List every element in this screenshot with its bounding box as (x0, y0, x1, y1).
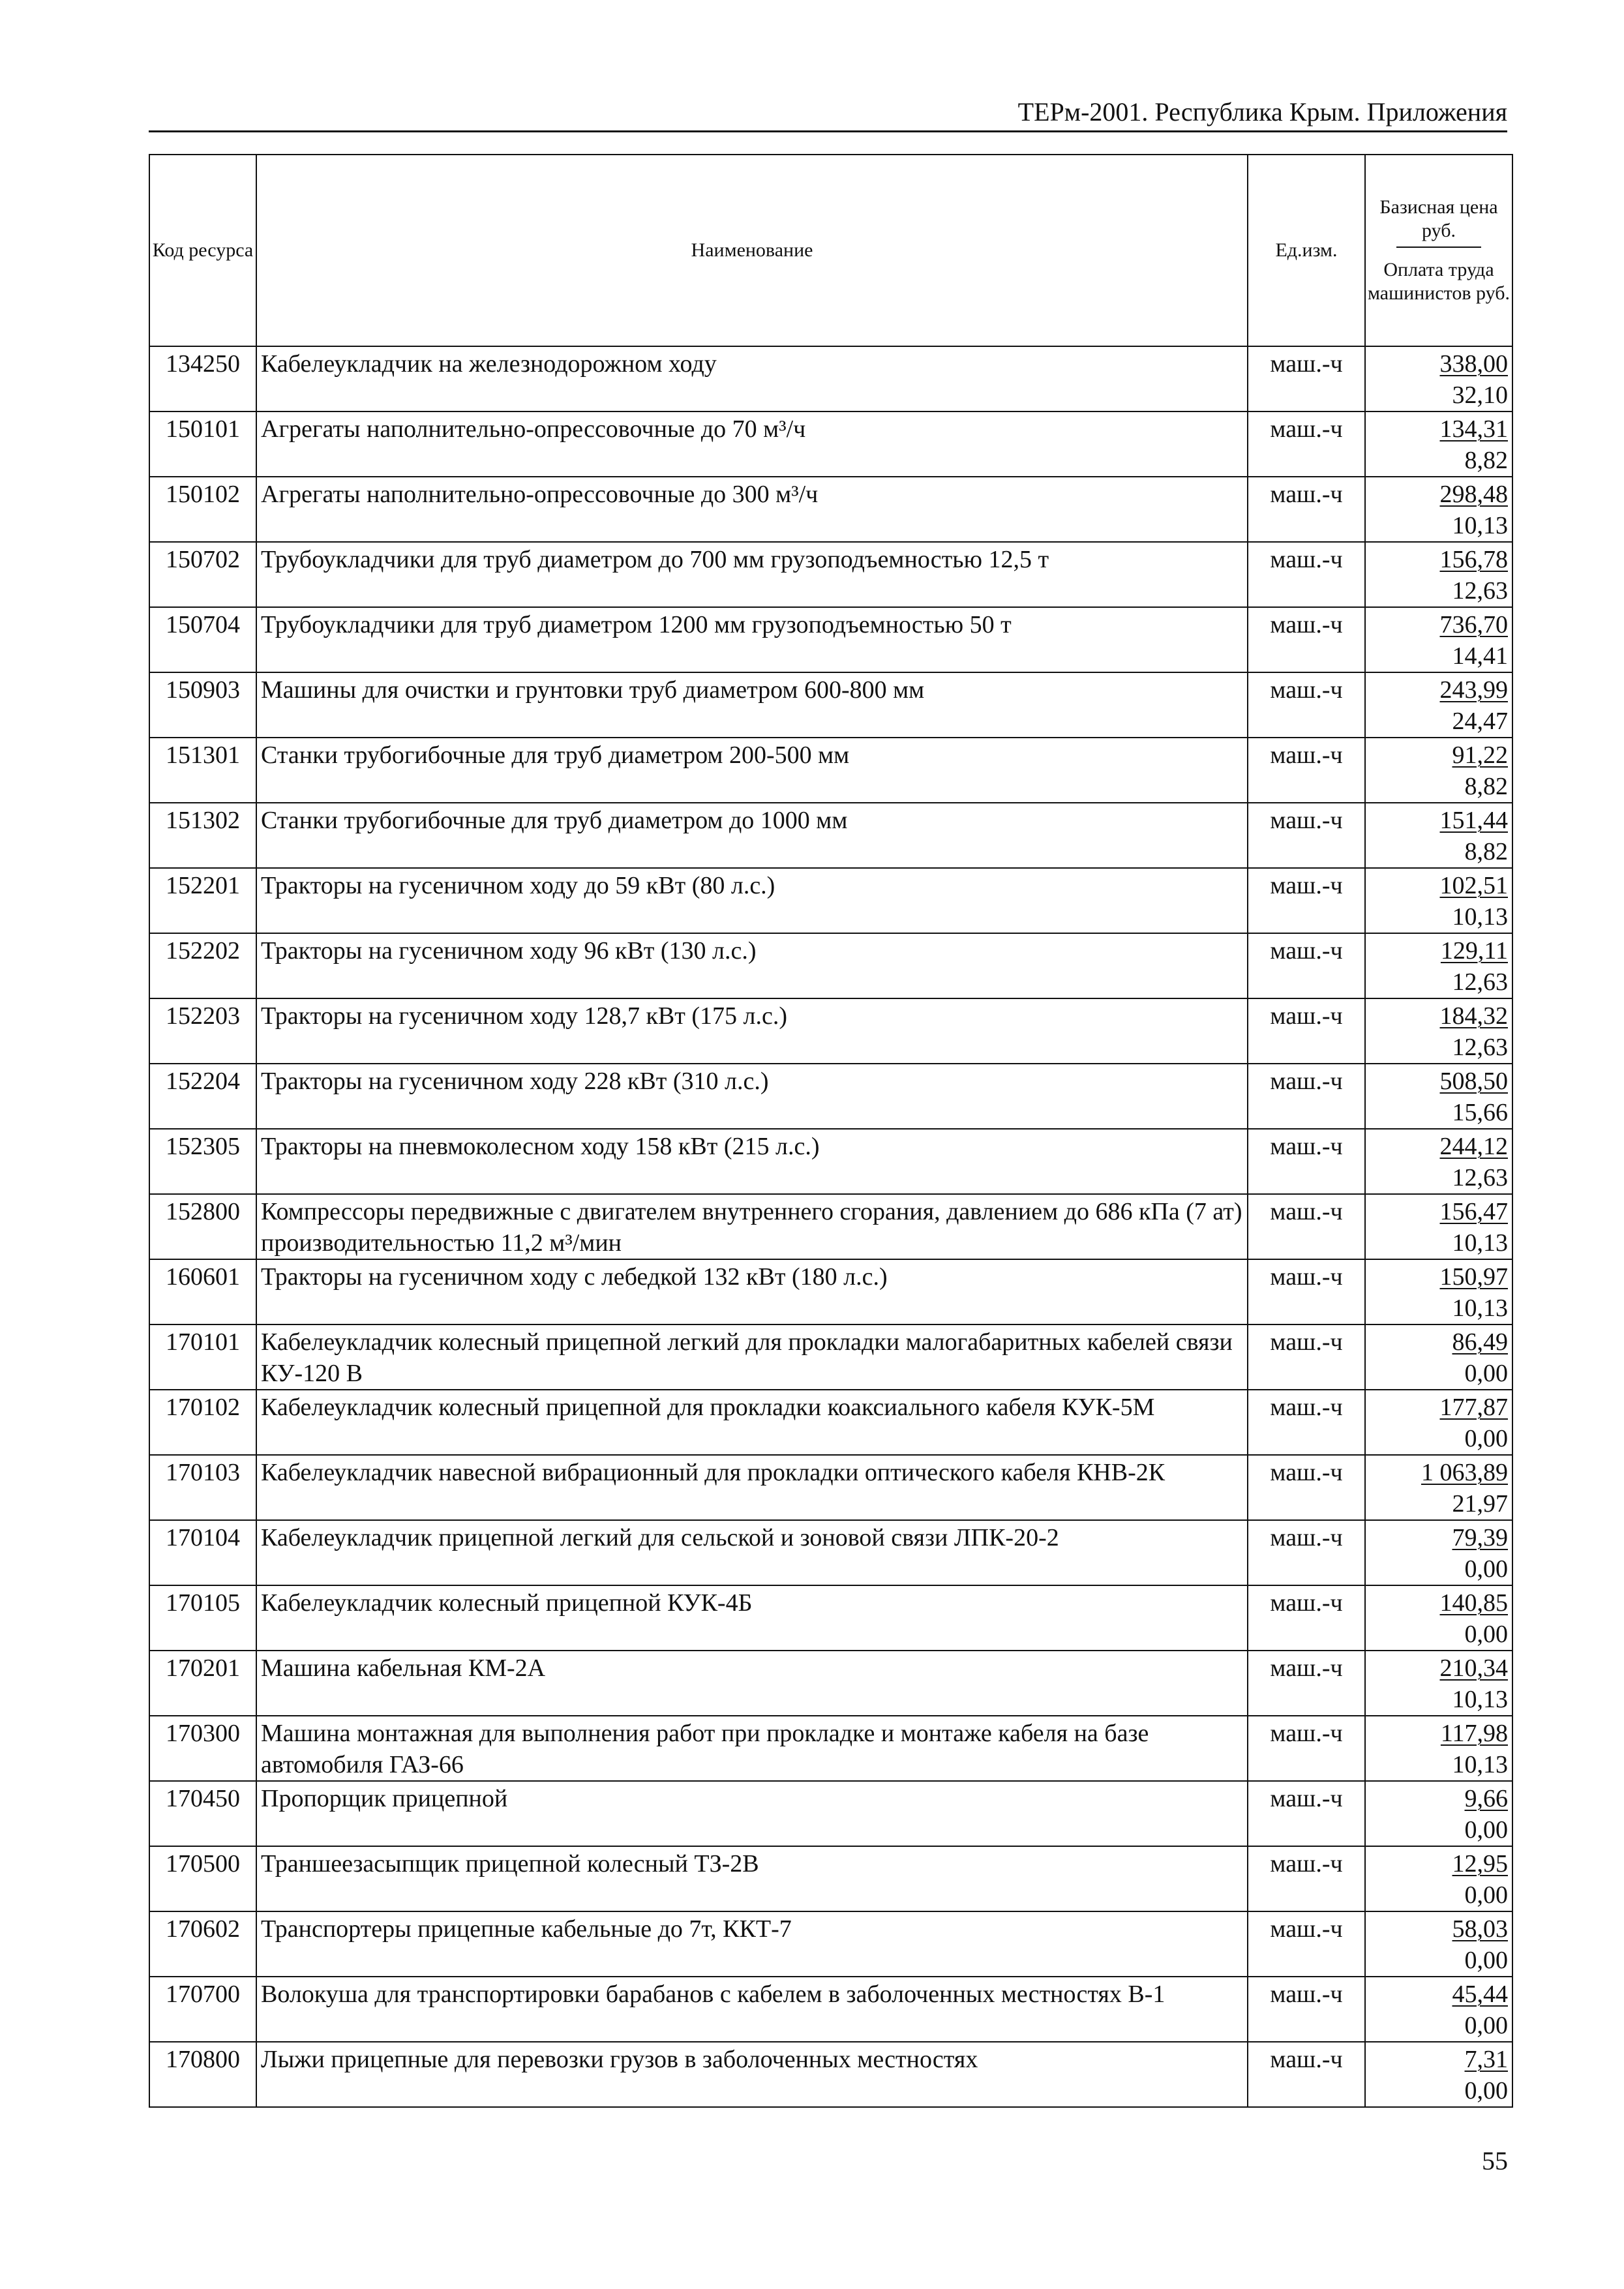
resource-unit: маш.-ч (1248, 1651, 1365, 1716)
base-price: 244,12 (1439, 1133, 1508, 1160)
operator-labor-cost: 0,00 (1464, 2012, 1508, 2039)
base-price: 736,70 (1439, 611, 1508, 638)
resource-name: Тракторы на гусеничном ходу 228 кВт (310 л.с.) (256, 1064, 1248, 1129)
operator-labor-cost: 8,82 (1464, 838, 1508, 865)
operator-labor-cost: 15,66 (1452, 1099, 1508, 1126)
resource-price-cell (1365, 1781, 1512, 1846)
operator-labor-cost: 14,41 (1452, 642, 1508, 670)
table-row (149, 868, 1512, 933)
resource-name: Лыжи прицепные для перевозки грузов в заболоченных местностях (256, 2042, 1248, 2107)
resource-unit: маш.-ч (1248, 1781, 1365, 1846)
base-price: 9,66 (1464, 1785, 1508, 1812)
resource-code: 170105 (149, 1585, 256, 1651)
resource-price-cell (1365, 933, 1512, 998)
resource-code: 170102 (149, 1390, 256, 1455)
resource-unit: маш.-ч (1248, 1977, 1365, 2042)
resource-code: 152305 (149, 1129, 256, 1194)
table-row (149, 1129, 1512, 1194)
base-price: 102,51 (1439, 872, 1508, 899)
table-row (149, 738, 1512, 803)
resource-name: Волокуша для транспортировки барабанов с кабелем в заболоченных местностях В-1 (256, 1977, 1248, 2042)
resource-unit: маш.-ч (1248, 738, 1365, 803)
base-price: 117,98 (1440, 1720, 1508, 1747)
resource-unit: маш.-ч (1248, 1194, 1365, 1259)
resource-unit: маш.-ч (1248, 1390, 1365, 1455)
resource-name: Трубоукладчики для труб диаметром 1200 мм грузоподъемностью 50 т (256, 607, 1248, 672)
resource-code: 170103 (149, 1455, 256, 1520)
resource-code: 150903 (149, 672, 256, 738)
table-row (149, 346, 1512, 411)
resource-name: Тракторы на гусеничном ходу 96 кВт (130 л.с.) (256, 933, 1248, 998)
base-price: 140,85 (1439, 1589, 1508, 1617)
header-code: Код ресурса (149, 155, 256, 346)
resource-unit: маш.-ч (1248, 1520, 1365, 1585)
table-row (149, 1324, 1512, 1390)
resource-name: Тракторы на гусеничном ходу с лебедкой 132 кВт (180 л.с.) (256, 1259, 1248, 1324)
table-row (149, 1781, 1512, 1846)
resource-code: 152202 (149, 933, 256, 998)
operator-labor-cost: 21,97 (1452, 1490, 1508, 1518)
operator-labor-cost: 12,63 (1452, 1164, 1508, 1191)
resource-code: 150102 (149, 477, 256, 542)
header-unit: Ед.изм. (1248, 155, 1365, 346)
resource-code: 170700 (149, 1977, 256, 2042)
resource-name: Машина монтажная для выполнения работ при прокладке и монтаже кабеля на базе автомобиля ГАЗ-66 (256, 1716, 1248, 1781)
table-row (149, 933, 1512, 998)
resource-code: 152201 (149, 868, 256, 933)
table-row (149, 1716, 1512, 1781)
table-row (149, 1585, 1512, 1651)
table-row (149, 1651, 1512, 1716)
operator-labor-cost: 10,13 (1452, 1229, 1508, 1257)
resource-name: Машины для очистки и грунтовки труб диаметром 600-800 мм (256, 672, 1248, 738)
header-price (1365, 155, 1512, 346)
base-price: 91,22 (1452, 741, 1508, 769)
base-price: 12,95 (1452, 1850, 1508, 1878)
table-row (149, 477, 1512, 542)
resource-name: Траншеезасыпщик прицепной колесный ТЗ-2В (256, 1846, 1248, 1911)
resource-price-cell (1365, 998, 1512, 1064)
base-price: 45,44 (1452, 1981, 1508, 2008)
resource-name: Компрессоры передвижные с двигателем внутреннего сгорания, давлением до 686 кПа (7 ат) производительностью 11,2 м³/мин (256, 1194, 1248, 1259)
page-header (149, 97, 1507, 132)
header-price-base: Базисная цена руб. (1379, 196, 1498, 241)
table-row (149, 1846, 1512, 1911)
resource-unit: маш.-ч (1248, 1129, 1365, 1194)
resource-price-cell (1365, 1846, 1512, 1911)
resource-name: Кабелеукладчик колесный прицепной легкий для прокладки малогабаритных кабелей связи КУ-120 В (256, 1324, 1248, 1390)
resource-unit: маш.-ч (1248, 1324, 1365, 1390)
operator-labor-cost: 10,13 (1452, 1751, 1508, 1778)
base-price: 210,34 (1439, 1654, 1508, 1682)
resource-unit: маш.-ч (1248, 2042, 1365, 2107)
resource-code: 160601 (149, 1259, 256, 1324)
operator-labor-cost: 0,00 (1464, 1360, 1508, 1387)
base-price: 86,49 (1452, 1328, 1508, 1356)
resource-price-cell (1365, 542, 1512, 607)
base-price: 58,03 (1452, 1915, 1508, 1943)
resource-code: 170450 (149, 1781, 256, 1846)
resource-price-cell (1365, 1455, 1512, 1520)
table-row (149, 411, 1512, 477)
resource-price-cell (1365, 1064, 1512, 1129)
resource-unit: маш.-ч (1248, 998, 1365, 1064)
resource-name: Агрегаты наполнительно-опрессовочные до 70 м³/ч (256, 411, 1248, 477)
base-price: 151,44 (1439, 807, 1508, 834)
table-row (149, 803, 1512, 868)
table-row (149, 1520, 1512, 1585)
page-header-title: ТЕРм-2001. Республика Крым. Приложения (1017, 97, 1507, 127)
resource-name: Трубоукладчики для труб диаметром до 700 мм грузоподъемностью 12,5 т (256, 542, 1248, 607)
base-price: 184,32 (1439, 1002, 1508, 1030)
operator-labor-cost: 10,13 (1452, 512, 1508, 539)
header-price-divider (1396, 247, 1481, 248)
resource-price-cell (1365, 1129, 1512, 1194)
operator-labor-cost: 12,63 (1452, 968, 1508, 996)
operator-labor-cost: 24,47 (1452, 708, 1508, 735)
operator-labor-cost: 0,00 (1464, 1555, 1508, 1583)
resource-code: 150702 (149, 542, 256, 607)
operator-labor-cost: 0,00 (1464, 1425, 1508, 1452)
resource-price-cell (1365, 803, 1512, 868)
base-price: 177,87 (1439, 1394, 1508, 1421)
table-row (149, 1977, 1512, 2042)
table-row (149, 1390, 1512, 1455)
resource-unit: маш.-ч (1248, 1259, 1365, 1324)
resource-code: 170104 (149, 1520, 256, 1585)
resource-name: Станки трубогибочные для труб диаметром 200-500 мм (256, 738, 1248, 803)
table-row (149, 672, 1512, 738)
table-row (149, 607, 1512, 672)
resource-price-cell (1365, 1324, 1512, 1390)
resource-price-cell (1365, 1585, 1512, 1651)
operator-labor-cost: 12,63 (1452, 577, 1508, 605)
resource-code: 151301 (149, 738, 256, 803)
resource-code: 152800 (149, 1194, 256, 1259)
resource-code: 151302 (149, 803, 256, 868)
operator-labor-cost: 10,13 (1452, 1294, 1508, 1322)
resource-price-cell (1365, 868, 1512, 933)
base-price: 156,78 (1439, 546, 1508, 573)
resource-price-cell (1365, 672, 1512, 738)
resource-price-cell (1365, 1390, 1512, 1455)
resource-price-cell (1365, 607, 1512, 672)
table-row (149, 1194, 1512, 1259)
resource-name: Тракторы на гусеничном ходу до 59 кВт (80 л.с.) (256, 868, 1248, 933)
table-body (149, 346, 1512, 2107)
table-row (149, 1911, 1512, 1977)
resource-price-table (149, 154, 1513, 2108)
resource-name: Кабелеукладчик навесной вибрационный для прокладки оптического кабеля КНВ-2К (256, 1455, 1248, 1520)
resource-code: 170300 (149, 1716, 256, 1781)
resource-name: Кабелеукладчик прицепной легкий для сельской и зоновой связи ЛПК-20-2 (256, 1520, 1248, 1585)
resource-unit: маш.-ч (1248, 933, 1365, 998)
resource-price-cell (1365, 1911, 1512, 1977)
resource-unit: маш.-ч (1248, 1585, 1365, 1651)
table-row (149, 1064, 1512, 1129)
base-price: 79,39 (1452, 1524, 1508, 1551)
resource-code: 150704 (149, 607, 256, 672)
resource-name: Кабелеукладчик колесный прицепной КУК-4Б (256, 1585, 1248, 1651)
resource-unit: маш.-ч (1248, 1716, 1365, 1781)
resource-unit: маш.-ч (1248, 607, 1365, 672)
operator-labor-cost: 8,82 (1464, 773, 1508, 800)
operator-labor-cost: 10,13 (1452, 903, 1508, 931)
resource-code: 134250 (149, 346, 256, 411)
table-row (149, 542, 1512, 607)
resource-code: 150101 (149, 411, 256, 477)
resource-name: Машина кабельная КМ-2А (256, 1651, 1248, 1716)
resource-code: 152203 (149, 998, 256, 1064)
base-price: 338,00 (1439, 350, 1508, 378)
resource-unit: маш.-ч (1248, 1064, 1365, 1129)
resource-price-cell (1365, 1520, 1512, 1585)
resource-code: 170500 (149, 1846, 256, 1911)
table-row (149, 1259, 1512, 1324)
page-number: 55 (1482, 2146, 1508, 2176)
resource-name: Пропорщик прицепной (256, 1781, 1248, 1846)
resource-price-cell (1365, 738, 1512, 803)
resource-price-cell (1365, 346, 1512, 411)
resource-name: Кабелеукладчик на железнодорожном ходу (256, 346, 1248, 411)
resource-price-cell (1365, 2042, 1512, 2107)
operator-labor-cost: 0,00 (1464, 2077, 1508, 2104)
resource-unit: маш.-ч (1248, 803, 1365, 868)
resource-price-cell (1365, 1716, 1512, 1781)
resource-unit: маш.-ч (1248, 1911, 1365, 1977)
resource-unit: маш.-ч (1248, 346, 1365, 411)
base-price: 298,48 (1439, 481, 1508, 508)
base-price: 508,50 (1439, 1068, 1508, 1095)
resource-code: 170602 (149, 1911, 256, 1977)
base-price: 243,99 (1439, 676, 1508, 704)
resource-name: Тракторы на пневмоколесном ходу 158 кВт (215 л.с.) (256, 1129, 1248, 1194)
table-row (149, 2042, 1512, 2107)
operator-labor-cost: 0,00 (1464, 1621, 1508, 1648)
resource-name: Транспортеры прицепные кабельные до 7т, ККТ-7 (256, 1911, 1248, 1977)
table-row (149, 998, 1512, 1064)
header-price-labor: Оплата труда машинистов руб. (1367, 259, 1511, 304)
resource-price-cell (1365, 411, 1512, 477)
operator-labor-cost: 0,00 (1464, 1881, 1508, 1909)
resource-name: Тракторы на гусеничном ходу 128,7 кВт (175 л.с.) (256, 998, 1248, 1064)
resource-unit: маш.-ч (1248, 672, 1365, 738)
resource-name: Кабелеукладчик колесный прицепной для прокладки коаксиального кабеля КУК-5М (256, 1390, 1248, 1455)
resource-price-cell (1365, 1651, 1512, 1716)
operator-labor-cost: 12,63 (1452, 1034, 1508, 1061)
resource-code: 170201 (149, 1651, 256, 1716)
base-price: 7,31 (1464, 2046, 1508, 2073)
operator-labor-cost: 10,13 (1452, 1686, 1508, 1713)
resource-unit: маш.-ч (1248, 868, 1365, 933)
base-price: 156,47 (1439, 1198, 1508, 1225)
base-price: 1 063,89 (1421, 1459, 1508, 1486)
resource-name: Станки трубогибочные для труб диаметром до 1000 мм (256, 803, 1248, 868)
operator-labor-cost: 0,00 (1464, 1816, 1508, 1844)
resource-price-cell (1365, 1194, 1512, 1259)
base-price: 150,97 (1439, 1263, 1508, 1291)
resource-unit: маш.-ч (1248, 542, 1365, 607)
resource-price-cell (1365, 1259, 1512, 1324)
resource-unit: маш.-ч (1248, 477, 1365, 542)
resource-price-cell (1365, 477, 1512, 542)
resource-code: 170800 (149, 2042, 256, 2107)
resource-code: 152204 (149, 1064, 256, 1129)
table-row (149, 1455, 1512, 1520)
resource-unit: маш.-ч (1248, 1846, 1365, 1911)
operator-labor-cost: 32,10 (1452, 382, 1508, 409)
header-name: Наименование (256, 155, 1248, 346)
resource-code: 170101 (149, 1324, 256, 1390)
table-header-row (149, 155, 1512, 346)
base-price: 134,31 (1439, 415, 1508, 443)
resource-price-cell (1365, 1977, 1512, 2042)
operator-labor-cost: 8,82 (1464, 447, 1508, 474)
resource-unit: маш.-ч (1248, 411, 1365, 477)
resource-name: Агрегаты наполнительно-опрессовочные до 300 м³/ч (256, 477, 1248, 542)
operator-labor-cost: 0,00 (1464, 1947, 1508, 1974)
base-price: 129,11 (1440, 937, 1508, 965)
resource-unit: маш.-ч (1248, 1455, 1365, 1520)
